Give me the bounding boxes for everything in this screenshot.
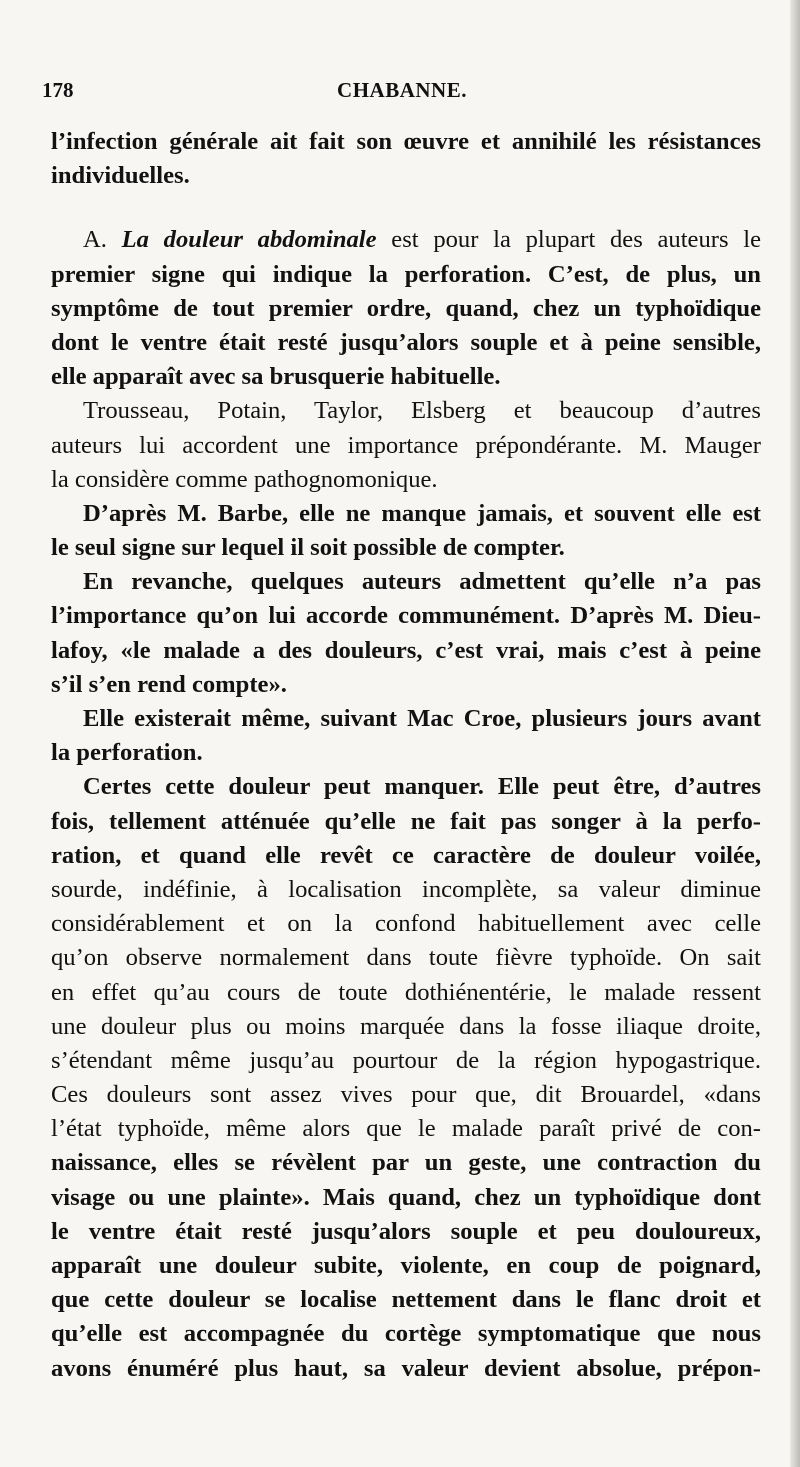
text-line: qu’elle est accompagnée du cortège symptomatique que nous (51, 1320, 761, 1348)
text-line: dont le ventre était resté jusqu’alors souple et à peine sensible, (51, 328, 761, 356)
text-line: elle apparaît avec sa brusquerie habituelle. (51, 363, 501, 391)
paragraph-gap (51, 193, 761, 223)
page-header (42, 74, 762, 110)
text-line: Trousseau, Potain, Taylor, Elsberg et beaucoup d’autres (83, 397, 761, 425)
section-title: La douleur abdominale (121, 226, 377, 254)
text-line: Certes cette douleur peut manquer. Elle peut être, d’autres (83, 773, 761, 801)
text-line: premier signe qui indique la perforation. C’est, de plus, un (51, 260, 761, 288)
text-line: visage ou une plainte». Mais quand, chez un typhoïdique dont (51, 1183, 761, 1211)
text-line: en effet qu’au cours de toute dothiénentérie, le malade ressent (51, 978, 761, 1006)
text-line: l’infection générale ait fait son œuvre et annihilé les résistances (51, 128, 761, 155)
text-line: avons énuméré plus haut, sa valeur devient absolue, prépon- (51, 1354, 761, 1382)
text-line: fois, tellement atténuée qu’elle ne fait pas songer à la perfo- (51, 807, 761, 835)
text-line: sourde, indéfinie, à localisation incomplète, sa valeur diminue (51, 875, 761, 903)
text-line: naissance, elles se révèlent par un geste, une contraction du (51, 1149, 761, 1177)
text-line: Ces douleurs sont assez vives pour que, dit Brouardel, «dans (51, 1081, 761, 1109)
text-line: l’importance qu’on lui accorde communément. D’après M. Dieu- (51, 602, 761, 630)
text-line: apparaît une douleur subite, violente, en coup de poignard, (51, 1252, 761, 1279)
text-line: Elle existerait même, suivant Mac Croe, plusieurs jours avant (83, 705, 761, 732)
page-number: 178 (42, 78, 74, 102)
text-line: ration, et quand elle revêt ce caractère de douleur voilée, (51, 841, 761, 869)
text-line: symptôme de tout premier ordre, quand, chez un typhoïdique (51, 294, 761, 322)
text-line-section-a (51, 223, 761, 257)
text-line: le ventre était resté jusqu’alors souple et peu douloureux, (51, 1217, 761, 1245)
section-label: A. (83, 226, 122, 254)
text-line: que cette douleur se localise nettement dans le flanc droit et (51, 1286, 761, 1314)
text-line: qu’on observe normalement dans toute fièvre typhoïde. On sait (51, 944, 761, 972)
text-line: D’après M. Barbe, elle ne manque jamais, et souvent elle est (83, 499, 761, 527)
text-line: une douleur plus ou moins marquée dans la fosse iliaque droite, (51, 1012, 761, 1040)
text-line: la perforation. (51, 739, 203, 767)
text-line: individuelles. (51, 162, 190, 190)
section-text: est pour la plupart des auteurs le (376, 226, 761, 254)
text-line: s’il s’en rend compte». (51, 670, 287, 698)
text-line: En revanche, quelques auteurs admettent qu’elle n’a pas (83, 568, 761, 596)
text-line: lafoy, «le malade a des douleurs, c’est vrai, mais c’est à peine (51, 636, 761, 664)
text-line: considérablement et on la confond habituellement avec celle (51, 910, 761, 938)
text-line: la considère comme pathognomonique. (51, 465, 438, 493)
text-line: s’étendant même jusqu’au pourtour de la région hypogastrique. (51, 1046, 761, 1074)
running-head: CHABANNE. (337, 78, 467, 102)
text-line: l’état typhoïde, même alors que le malade paraît privé de con- (51, 1115, 761, 1143)
page-edge-shadow (790, 0, 800, 1467)
text-line: auteurs lui accordent une importance prépondérante. M. Mauger (51, 431, 761, 459)
body-text (51, 125, 761, 1386)
text-line: le seul signe sur lequel il soit possible de compter. (51, 534, 565, 562)
